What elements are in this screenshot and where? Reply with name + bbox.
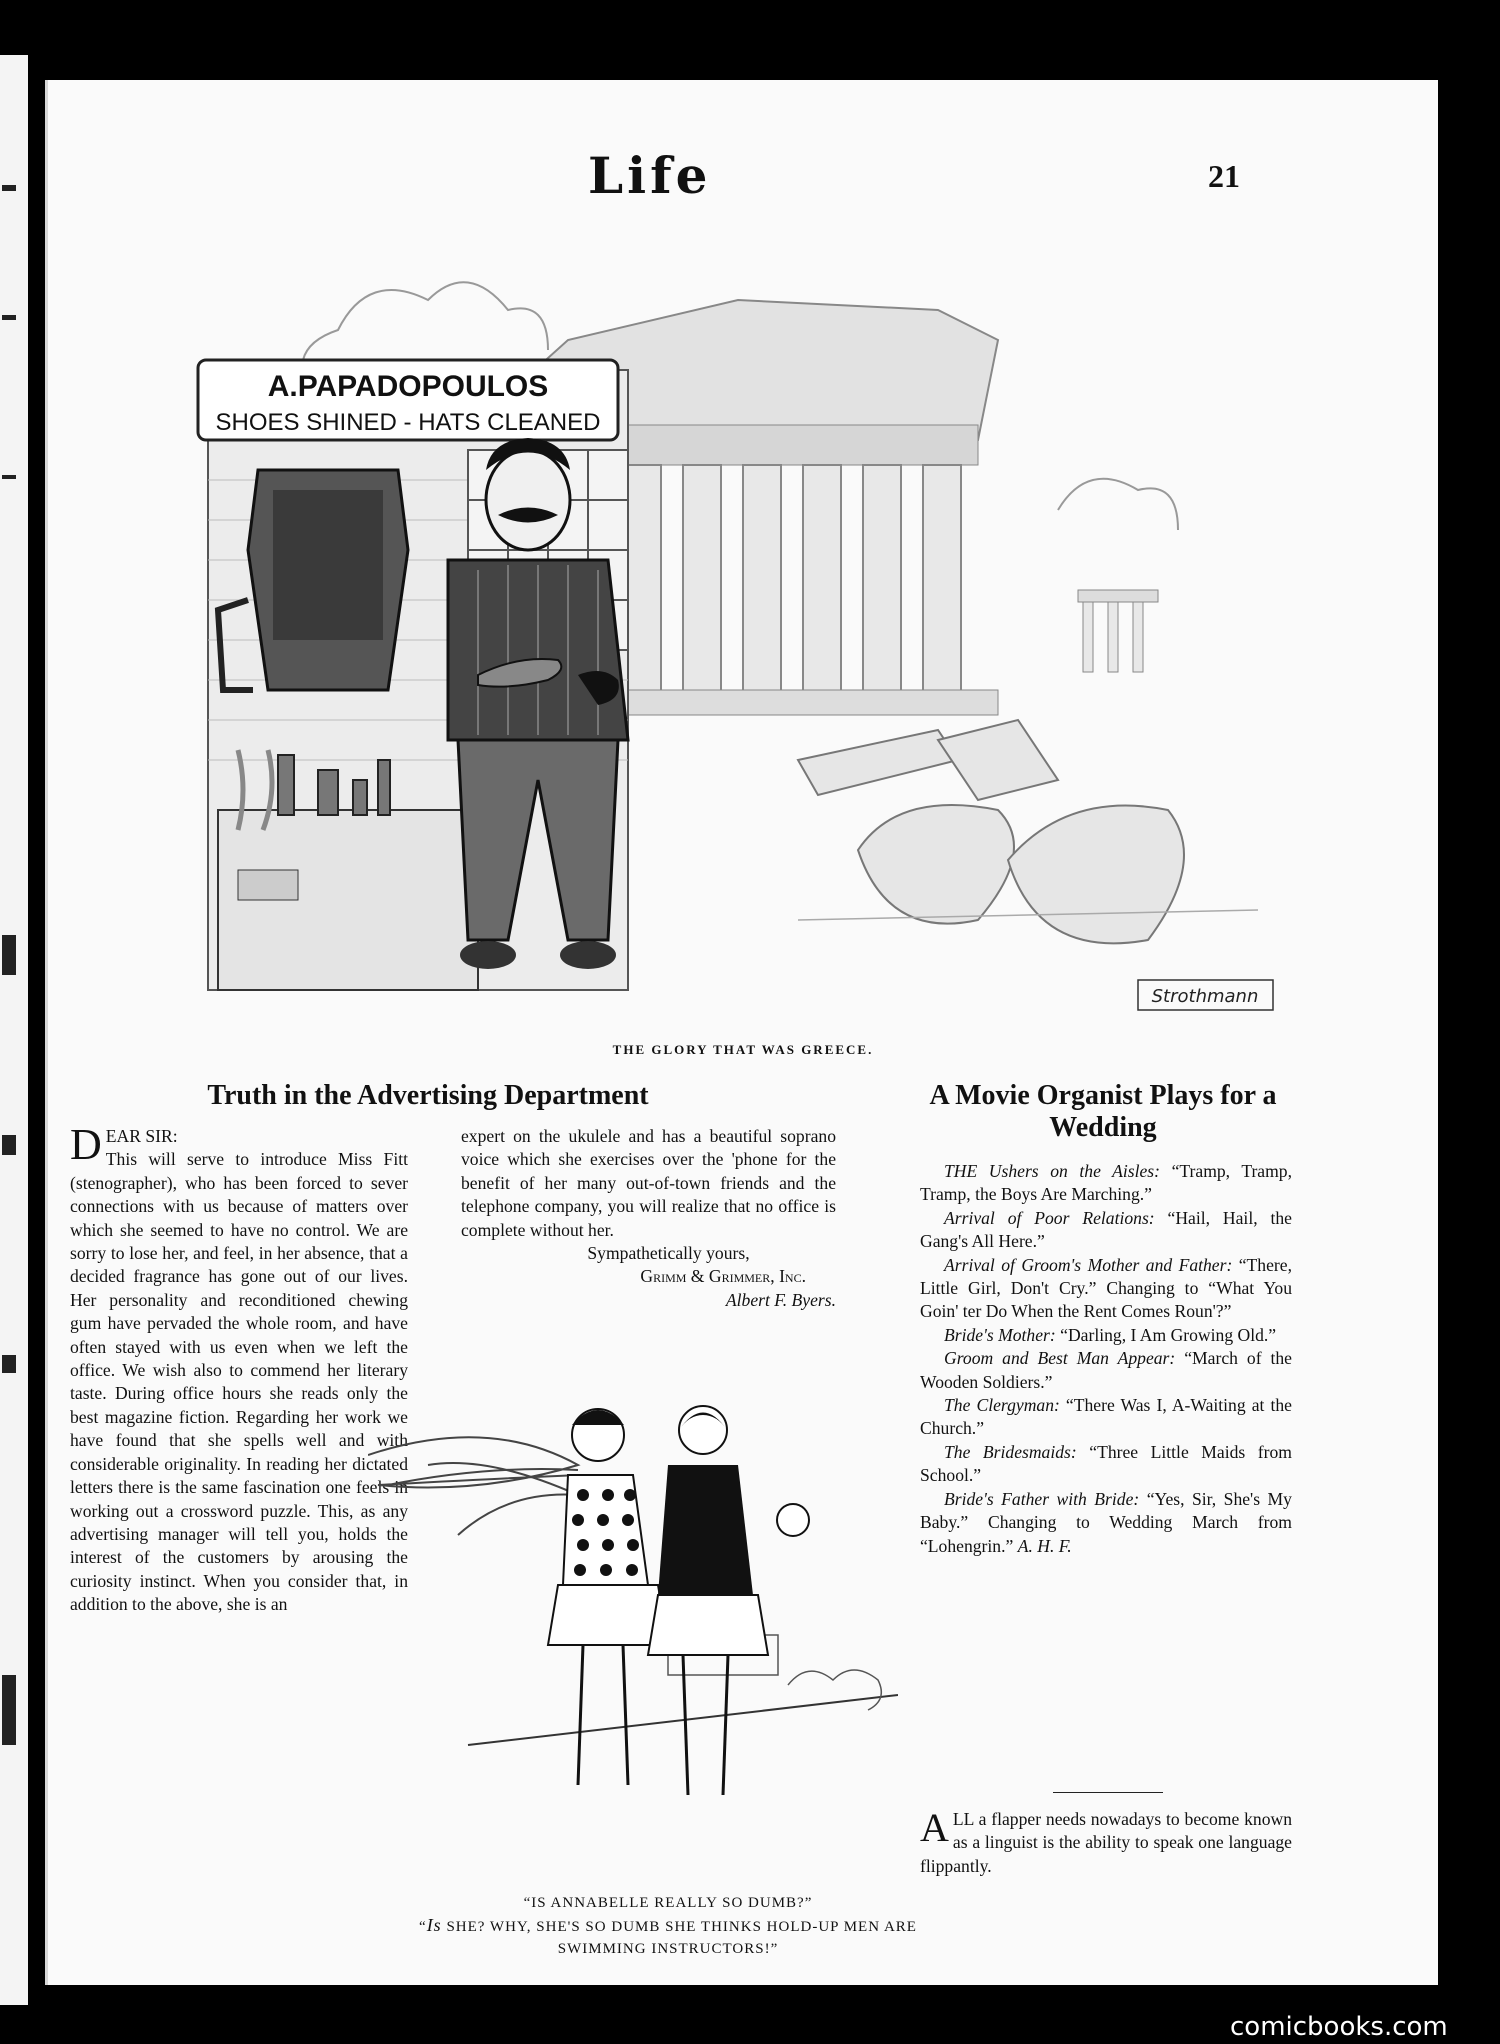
caption-line-2: SHE? WHY, SHE'S SO DUMB SHE THINKS HOLD-UP MEN ARE SWIMMING INSTRUCTORS!” [441,1919,917,1957]
flappers-cartoon-caption: “IS ANNABELLE REALLY SO DUMB?” “Is SHE? WHY, SHE'S SO DUMB SHE THINKS HOLD-UP MEN ARE SWIMMING INSTRUCTORS!” [408,1892,928,1960]
letter-author: Albert F. Byers. [725,1289,836,1310]
organist-author: A. H. F. [1017,1535,1072,1556]
wedding-entry: THE Ushers on the Aisles: “Tramp, Tramp, Tramp, the Boys Are Marching.” [920,1161,1292,1205]
article-column-3 [920,1160,1292,1558]
greek-shoeshine-cartoon [178,220,1278,1035]
cartoon-caption: THE GLORY THAT WAS GREECE. [612,1042,874,1057]
watermark: comicbooks.com [1230,2012,1448,2042]
article-body-col2: expert on the ukulele and has a beautiful soprano voice which she exercises over the 'phone for the benefit of her many out-of-town friends and the telephone company, you will realize that no office is complete without her. [461,1126,836,1240]
filler-paragraph: ALL a flapper needs nowadays to become known as a linguist is the ability to speak one language flippantly. [920,1805,1292,1876]
article-column-1 [70,1120,408,1617]
article-body-col1: This will serve to introduce Miss Fitt (stenographer), who has been forced to sever connections with us because of matters over which she seemed to have no control. We are sorry to lose her, and feel, in her absence, that a decided fragrance has gone out of our lives. Her personality and reconditioned chewing gum have pervaded the whole room, and have often stayed with us even when we left the office. We wish also to commend her literary taste. During office hours she reads only the best magazine fiction. Regarding her work we have found that she spells well and with considerable originality. In reading her dictated letters there is the same fascination one feels in working out a crossword puzzle. This, as any advertising manager will tell you, holds the interest of the customers by arousing the curiosity instinct. When you consider that, in addition to the above, she is an [70,1149,408,1615]
page-number: 21 [1208,158,1240,194]
article-headline-movie-organist: A Movie Organist Plays for a Wedding [929,1080,1277,1143]
wedding-entry: The Clergyman: “There Was I, A-Waiting at the Church.” [920,1395,1292,1439]
wedding-entry: Arrival of Poor Relations: “Hail, Hail, the Gang's All Here.” [920,1207,1292,1252]
letter-company: Grimm & Grimmer, Inc. [640,1266,806,1287]
wedding-entry: Bride's Mother: “Darling, I Am Growing Old.” [944,1324,1277,1345]
masthead: Life [588,146,712,205]
magazine-page [45,80,1438,1985]
previous-page-edge [0,55,28,2005]
drop-cap: D [70,1120,102,1169]
divider-rule [1053,1792,1163,1793]
shop-services-sign: SHOES SHINED - HATS CLEANED [215,409,601,436]
wedding-entry: Bride's Father with Bride: “Yes, Sir, She's My Baby.” Changing to Wedding March from “Lohengrin.” A. H. F. [920,1488,1292,1556]
wedding-entry: Arrival of Groom's Mother and Father: “There, Little Girl, Don't Cry.” Changing to “What You Goin' ter Do When the Rent Comes Roun'?” [920,1254,1292,1322]
article-column-2 [461,1125,836,1312]
shop-name-sign: A.PAPADOPOULOS [267,370,549,403]
drop-cap: A [920,1805,949,1850]
wedding-entry: Groom and Best Man Appear: “March of the Wooden Soldiers.” [920,1348,1292,1392]
salutation: EAR SIR: [105,1126,178,1146]
letter-closing: Sympathetically yours, [587,1243,750,1264]
caption-line-1: “IS ANNABELLE REALLY SO DUMB?” [523,1895,813,1911]
artist-signature: Strothmann [1151,986,1259,1007]
wedding-entry: The Bridesmaids: “Three Little Maids from School.” [920,1441,1292,1486]
flappers-cartoon [368,1395,898,1875]
article-headline-advertising: Truth in the Advertising Department [207,1080,649,1111]
